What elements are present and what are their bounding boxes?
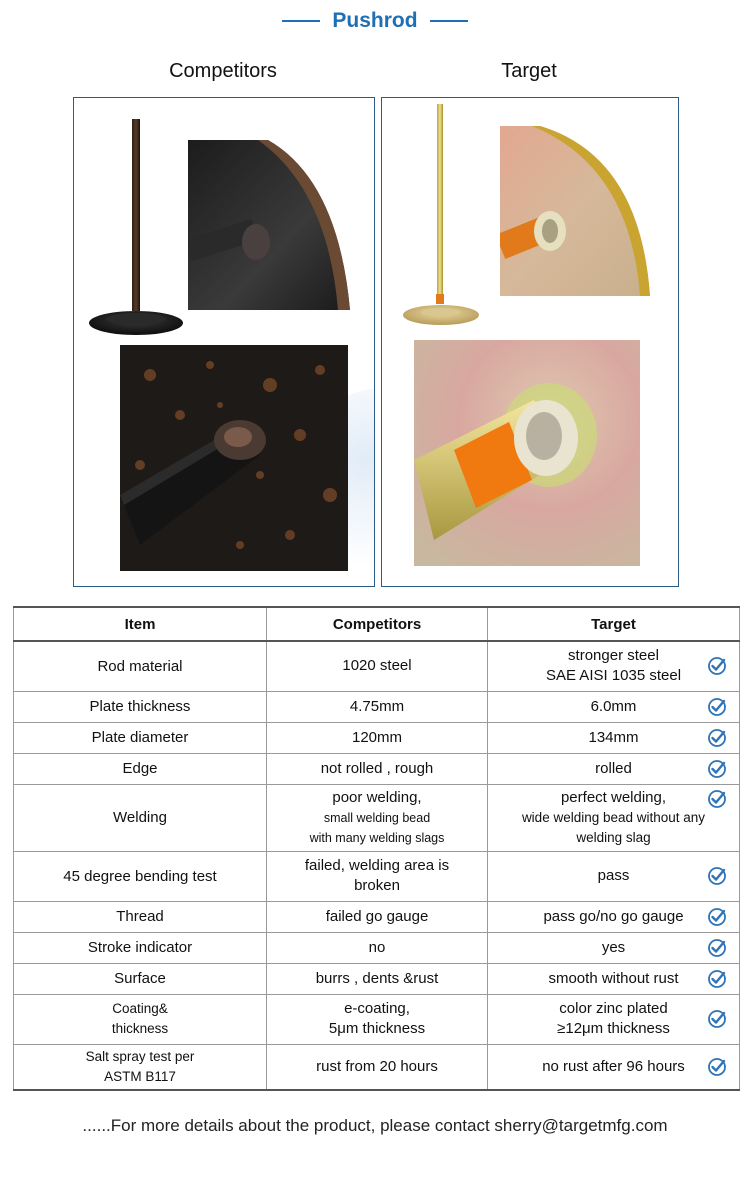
row-competitor: e-coating, 5μm thickness (267, 994, 488, 1044)
row-item: Rod material (14, 641, 267, 691)
table-row (14, 784, 740, 851)
table-row (14, 932, 740, 963)
competitors-heading: Competitors (169, 60, 277, 82)
competitor-weld-closeup-photo (188, 140, 350, 310)
table-row (14, 753, 740, 784)
row-target: smooth without rust (488, 963, 740, 994)
target-weld-closeup-photo (500, 126, 650, 296)
check-circle-icon (707, 1009, 727, 1029)
row-target: pass go/no go gauge (488, 901, 740, 932)
row-item: Edge (14, 753, 267, 784)
check-circle-icon (707, 938, 727, 958)
row-item: Thread (14, 901, 267, 932)
table-row (14, 722, 740, 753)
row-target: perfect welding, wide welding bead without any welding slag (488, 784, 740, 851)
row-item: 45 degree bending test (14, 851, 267, 901)
check-circle-icon (707, 656, 727, 676)
competitor-photo-panel (73, 97, 375, 587)
title-line-left (282, 20, 320, 22)
row-item: Coating& thickness (14, 994, 267, 1044)
row-target: pass (488, 851, 740, 901)
table-row (14, 691, 740, 722)
table-row (14, 1044, 740, 1090)
check-circle-icon (707, 907, 727, 927)
row-competitor: 4.75mm (267, 691, 488, 722)
row-competitor: 1020 steel (267, 641, 488, 691)
row-competitor: failed go gauge (267, 901, 488, 932)
header-target: Target (488, 607, 740, 641)
target-photo-panel (381, 97, 679, 587)
row-target: yes (488, 932, 740, 963)
row-target: 6.0mm (488, 691, 740, 722)
table-header-row (14, 607, 740, 641)
row-item: Salt spray test per ASTM B117 (14, 1044, 267, 1090)
row-competitor: failed, welding area is broken (267, 851, 488, 901)
table-row (14, 963, 740, 994)
header-item: Item (14, 607, 267, 641)
row-competitor: rust from 20 hours (267, 1044, 488, 1090)
row-competitor: not rolled , rough (267, 753, 488, 784)
row-competitor: no (267, 932, 488, 963)
check-circle-icon (707, 728, 727, 748)
row-competitor: 120mm (267, 722, 488, 753)
row-item: Surface (14, 963, 267, 994)
row-target: no rust after 96 hours (488, 1044, 740, 1090)
row-item: Welding (14, 784, 267, 851)
competitor-pushrod-photo (84, 113, 194, 338)
row-target: color zinc plated ≥12μm thickness (488, 994, 740, 1044)
row-competitor: poor welding, small welding bead with many welding slags (267, 784, 488, 851)
row-competitor: burrs , dents &rust (267, 963, 488, 994)
check-circle-icon (707, 759, 727, 779)
check-circle-icon (707, 866, 727, 886)
competitor-rust-weld-photo (120, 345, 348, 571)
comparison-table (13, 606, 740, 1091)
target-weld-bead-photo (414, 340, 640, 566)
check-circle-icon (707, 789, 727, 809)
row-target: stronger steel SAE AISI 1035 steel (488, 641, 740, 691)
check-circle-icon (707, 697, 727, 717)
table-row (14, 851, 740, 901)
table-row (14, 994, 740, 1044)
row-target: rolled (488, 753, 740, 784)
row-target: 134mm (488, 722, 740, 753)
contact-footer: ......For more details about the product, please contact sherry@targetmfg.com (82, 1116, 668, 1135)
check-circle-icon (707, 1057, 727, 1077)
row-item: Stroke indicator (14, 932, 267, 963)
check-circle-icon (707, 969, 727, 989)
target-heading: Target (501, 60, 557, 82)
row-item: Plate diameter (14, 722, 267, 753)
title-text: Pushrod (332, 9, 418, 32)
title-line-right (430, 20, 468, 22)
header-competitors: Competitors (267, 607, 488, 641)
section-title (0, 6, 750, 36)
target-pushrod-photo (400, 104, 510, 329)
row-item: Plate thickness (14, 691, 267, 722)
table-row (14, 901, 740, 932)
table-row (14, 641, 740, 691)
